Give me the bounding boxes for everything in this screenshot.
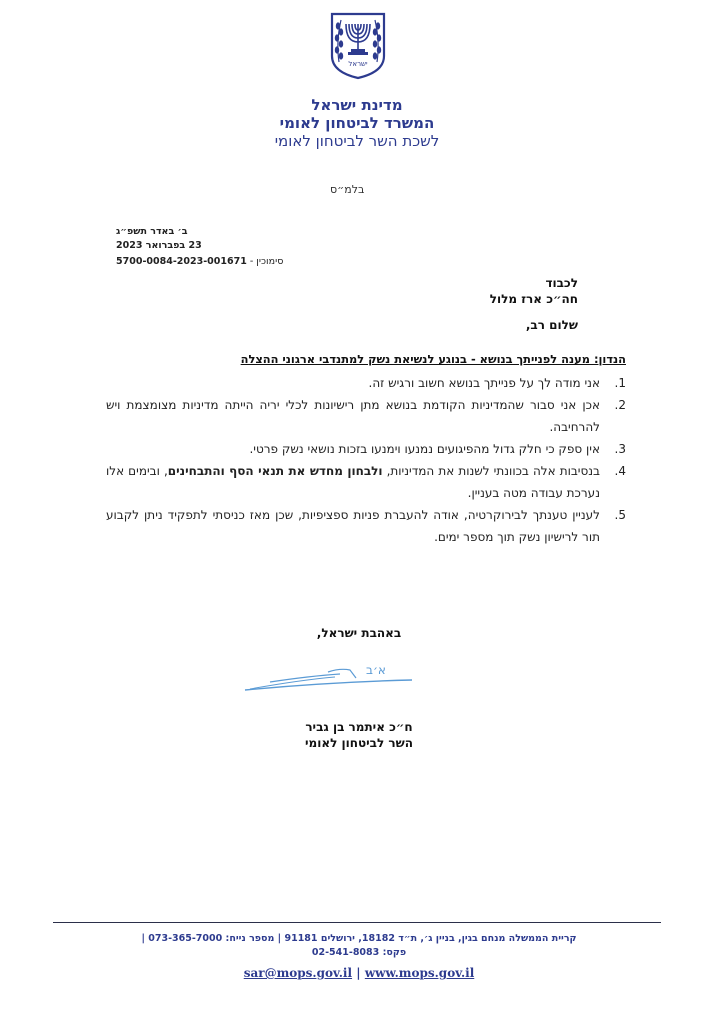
list-item xyxy=(106,504,626,548)
closing-phrase: באהבת ישראל, xyxy=(316,626,402,640)
hebrew-date: ב׳ באדר תשפ״ג xyxy=(116,226,188,237)
item-text: אין ספק כי חלק גדול מהפיגועים נמנעו וימנעו בזכות נושאי נשק פרטי. xyxy=(249,442,600,456)
footer-divider xyxy=(53,922,661,923)
signer-name: ח״כ איתמר בן גביר xyxy=(305,720,413,734)
signer-title: השר לביטחון לאומי xyxy=(305,736,413,750)
email-link[interactable]: sar@mops.gov.il xyxy=(243,966,353,980)
letterhead-office-name: לשכת השר לביטחון לאומי xyxy=(274,132,440,150)
letter-body-list xyxy=(106,372,626,548)
item-text-after: , ובימים אלו נערכת עבודה מטה בעניין. xyxy=(106,464,600,500)
footer-fax: פקס: 02-541-8083 xyxy=(311,947,407,958)
item-number: 2. xyxy=(614,398,626,412)
item-text: אני מודה לך על פנייתך בנושא חשוב ורגיש זה. xyxy=(368,376,600,390)
item-number: 4. xyxy=(614,464,626,478)
reference-label: סימוכין - xyxy=(249,256,284,267)
item-text-before: בנסיבות אלה בכוונתי לשנות את המדיניות, xyxy=(382,464,600,478)
item-text: אכן אני סבור שהמדיניות הקודמת בנושא מתן רישיונות לכלי יריה הייתה מדיניות מצומצמת ויש להרחיבה. xyxy=(106,398,600,434)
subject-line: הנדון: מענה לפנייתך בנושא - בנוגע לנשיאת נשק למתנדבי ארגוני ההצלה xyxy=(240,352,626,366)
item-number: 5. xyxy=(614,508,626,522)
signature-icon xyxy=(240,660,420,710)
footer-links xyxy=(0,966,718,980)
reference-line xyxy=(116,256,283,267)
list-item xyxy=(106,372,626,394)
website-link[interactable]: www.mops.gov.il xyxy=(364,966,475,980)
list-item xyxy=(106,438,626,460)
list-item xyxy=(106,394,626,438)
state-emblem-icon xyxy=(329,12,387,80)
greeting: שלום רב, xyxy=(525,318,578,332)
recipient-name: חה״כ ארז מלול xyxy=(489,292,578,306)
item-number: 1. xyxy=(614,376,626,390)
reference-number: 5700-0084-2023-001671 xyxy=(116,256,247,267)
letterhead-state-name: מדינת ישראל xyxy=(311,96,403,114)
recipient-to: לכבוד xyxy=(545,276,578,290)
list-item xyxy=(106,460,626,504)
svg-text:ישראל: ישראל xyxy=(348,60,368,68)
item-text-bold: ולבחון מחדש את תנאי הסף והתבחינים xyxy=(167,464,383,478)
svg-text:א׳ב: א׳ב xyxy=(366,663,386,677)
item-number: 3. xyxy=(614,442,626,456)
footer-address: קריית הממשלה מנחם בגין, בניין ג׳, ת״ד 18182, ירושלים 91181 | מספר נייח: 073-365-7000 | xyxy=(141,933,577,944)
gregorian-date: 23 בפברואר 2023 xyxy=(116,240,202,251)
link-separator: | xyxy=(356,966,361,980)
classification-label: בלמ״ס xyxy=(330,183,365,196)
item-text: לעניין טענתך לבירוקרטיה, אודה להעברת פניות ספציפיות, שכן מאז כניסתי לתפקיד ניתן לקבוע תור לרישיון נשק תוך מספר ימים. xyxy=(106,508,600,544)
letterhead-ministry-name: המשרד לביטחון לאומי xyxy=(279,114,435,132)
